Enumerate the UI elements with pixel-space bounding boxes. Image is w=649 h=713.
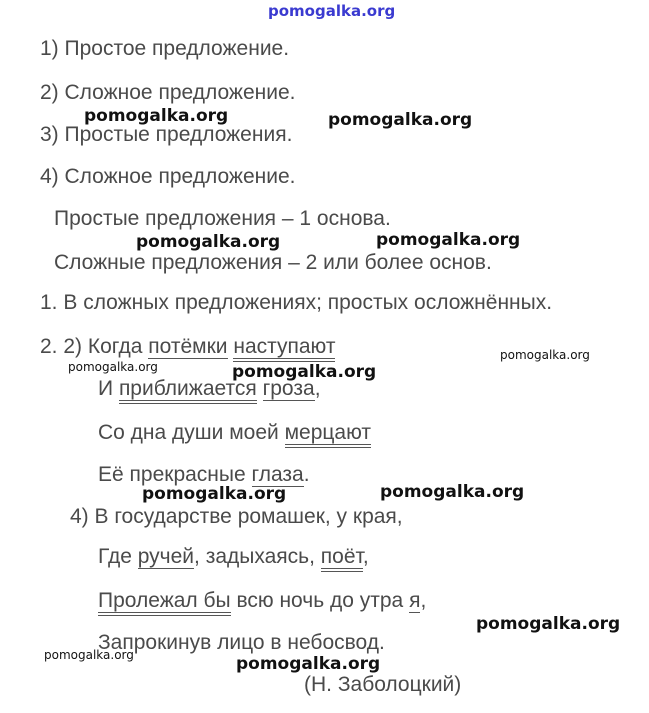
predicate-mertsayut: мерцают (285, 421, 371, 448)
text: , задыхаясь, (194, 545, 321, 568)
watermark: pomogalka.org (136, 232, 281, 252)
subject-potemki: потёмки (148, 335, 228, 358)
text: всю ночь до утра (230, 589, 410, 612)
subject-ya: я (409, 589, 421, 612)
watermark: pomogalka.org (232, 362, 377, 382)
poem-author: (Н. Заболоцкий) (304, 673, 462, 696)
text: И (98, 377, 119, 400)
poem2-line3 (98, 588, 426, 614)
subject-groza: гроза (262, 377, 315, 400)
predicate-poet: поёт (321, 545, 363, 572)
watermark: pomogalka.org (84, 106, 229, 126)
rule-simple: Простые предложения – 1 основа. (54, 207, 391, 230)
watermark: pomogalka.org (476, 614, 621, 634)
task-1: 1. В сложных предложениях; простых осложнённых. (40, 291, 553, 314)
answer-2: 2) Сложное предложение. (40, 81, 296, 104)
rule-complex: Сложные предложения – 2 или более основ. (54, 251, 492, 274)
poem2-line1: 4) В государстве ромашек, у края, (70, 505, 403, 528)
watermark-top: pomogalka.org (268, 2, 396, 20)
predicate-priblizhaetsya: приближается (119, 377, 257, 404)
watermark: pomogalka.org (376, 230, 521, 250)
text: , (314, 377, 321, 400)
answer-3: 3) Простые предложения. (40, 123, 293, 146)
text: Где (98, 545, 138, 568)
poem1-line3 (98, 420, 371, 446)
predicate-prolezhal-by: Пролежал бы (98, 589, 231, 616)
poem2-line4: Запрокинув лицо в небосвод. (98, 631, 385, 654)
subject-glaza: глаза (251, 463, 304, 486)
watermark: pomogalka.org (236, 654, 381, 674)
watermark: pomogalka.org (500, 348, 590, 362)
watermark: pomogalka.org (328, 110, 473, 130)
text: Её прекрасные (98, 463, 252, 486)
poem2-line2 (98, 544, 369, 570)
watermark: pomogalka.org (44, 648, 134, 662)
text: Со дна души моей (98, 421, 285, 444)
poem1-prefix: 2. 2) Когда (40, 335, 149, 358)
predicate-nastupayut: наступают (233, 335, 335, 362)
text: . (303, 463, 310, 486)
watermark: pomogalka.org (68, 360, 158, 374)
subject-ruchey: ручей (137, 545, 195, 568)
watermark: pomogalka.org (380, 482, 525, 502)
poem1-line1 (40, 334, 335, 360)
answer-4: 4) Сложное предложение. (40, 165, 296, 188)
text: , (420, 589, 427, 612)
watermark: pomogalka.org (142, 484, 287, 504)
text: , (362, 545, 369, 568)
answer-1: 1) Простое предложение. (40, 37, 290, 60)
